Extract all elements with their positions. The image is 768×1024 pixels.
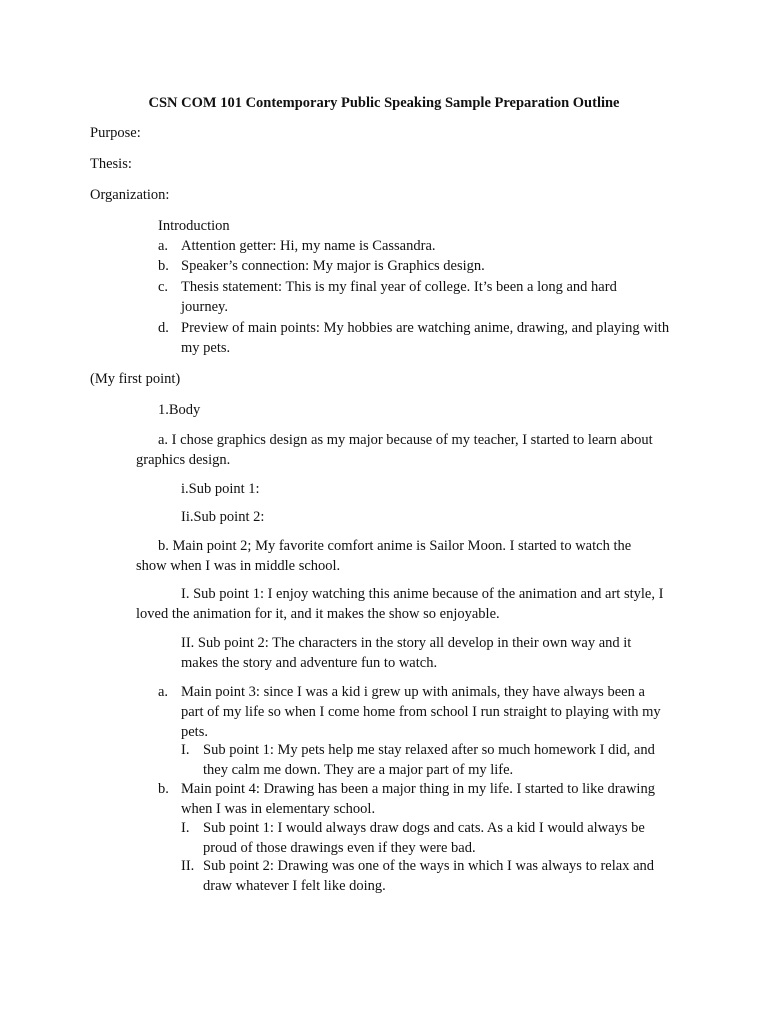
main-point-b: b. Main point 2; My favorite comfort anime is Sailor Moon. I started to watch the show when I was in middle school.: [136, 538, 632, 574]
list-item-text: Main point 3: since I was a kid i grew up with animals, they have always been a part of my life so when I come home from school I run straight to playing with my pets.: [181, 684, 661, 740]
list-marker: a.: [158, 684, 169, 700]
main-point-4-sub-1: [181, 818, 681, 858]
document-title: CSN COM 101 Contemporary Public Speaking Sample Preparation Outline: [148, 95, 620, 111]
sub-point-i: i.Sub point 1:: [181, 481, 260, 497]
list-item-text: Sub point 1: I would always draw dogs and cats. As a kid I would always be proud of those drawings even if they were bad.: [203, 820, 645, 856]
intro-item-c: [158, 277, 678, 317]
list-marker: I.: [181, 820, 190, 836]
list-item-text: Thesis statement: This is my final year of college. It’s been a long and hard journey.: [181, 279, 617, 315]
list-item-text: Attention getter: Hi, my name is Cassandra.: [181, 238, 436, 254]
main-point-4: [158, 779, 678, 819]
introduction-heading: Introduction: [158, 218, 230, 234]
main-point-a: a. I chose graphics design as my major because of my teacher, I started to learn about graphics design.: [136, 432, 653, 468]
body-heading: 1.Body: [158, 402, 201, 418]
thesis-label: Thesis:: [90, 156, 132, 172]
list-marker: I.: [181, 742, 190, 758]
main-point-4-sub-2: [181, 856, 681, 896]
main-point-3: [158, 682, 678, 742]
list-item-text: Speaker’s connection: My major is Graphics design.: [181, 258, 485, 274]
list-item-text: Main point 4: Drawing has been a major thing in my life. I started to like drawing when I was in elementary school.: [181, 781, 655, 817]
sub-point-ii: Ii.Sub point 2:: [181, 509, 265, 525]
list-item-text: Preview of main points: My hobbies are watching anime, drawing, and playing with my pets.: [181, 320, 670, 356]
first-point-note: (My first point): [90, 371, 181, 387]
intro-item-b: [158, 256, 678, 276]
main-point-3-sub-1: [181, 740, 681, 780]
intro-item-a: [158, 236, 678, 256]
list-marker: d.: [158, 320, 169, 336]
purpose-label: Purpose:: [90, 125, 141, 141]
list-item-text: Sub point 1: My pets help me stay relaxed after so much homework I did, and they calm me down. They are a major part of my life.: [203, 742, 655, 778]
sub-point-b1: I. Sub point 1: I enjoy watching this anime because of the animation and art style, I loved the animation for it, and it makes the show so enjoyable.: [136, 586, 664, 622]
list-marker: a.: [158, 238, 169, 254]
intro-item-d: [158, 318, 678, 358]
list-item-text: Sub point 2: Drawing was one of the ways in which I was always to relax and draw whatever I felt like doing.: [203, 858, 655, 894]
sub-point-b2: II. Sub point 2: The characters in the story all develop in their own way and it makes the story and adventure fun to watch.: [181, 635, 632, 671]
list-marker: c.: [158, 279, 169, 295]
organization-label: Organization:: [90, 187, 170, 203]
list-marker: b.: [158, 781, 169, 797]
list-marker: b.: [158, 258, 169, 274]
list-marker: II.: [181, 858, 195, 874]
